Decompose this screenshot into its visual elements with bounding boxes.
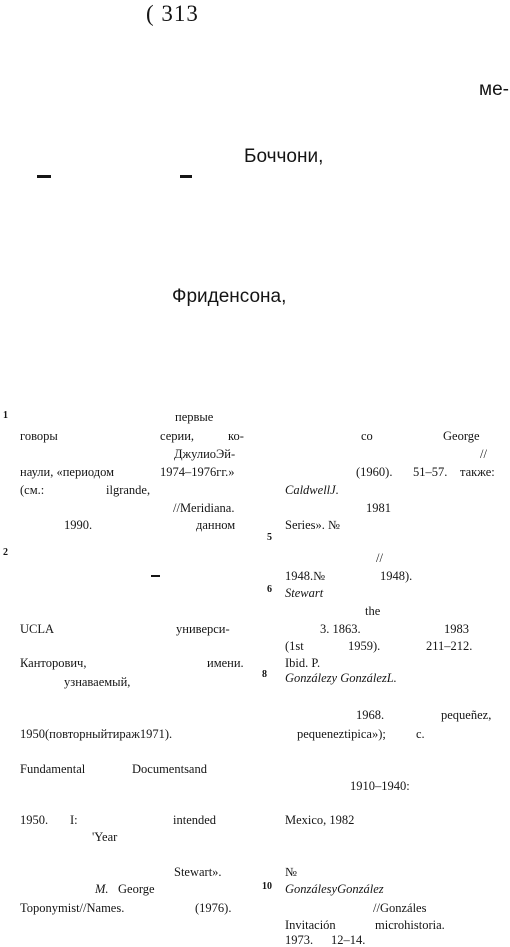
footnote-text: (1976). <box>195 901 232 915</box>
footnote-text: UCLA <box>20 622 55 636</box>
footnote-text: 1959). <box>348 639 381 653</box>
body-word-me: ме- <box>479 79 509 100</box>
footnote-text: Mexico, 1982 <box>285 813 355 827</box>
footnote-text: GonzálesyGonzález <box>285 882 384 896</box>
footnote-text: (1st <box>285 639 304 653</box>
footnote-text: ко- <box>228 429 244 443</box>
footnote-text: также: <box>460 465 495 479</box>
footnote-marker: 5 <box>267 532 272 543</box>
footnote-text: Series». № <box>285 518 340 532</box>
footnote-text: intended <box>173 813 217 827</box>
footnote-text: наули, «периодом <box>20 465 115 479</box>
footnote-text: узнаваемый, <box>64 675 131 689</box>
footnote-text: 1968. <box>356 708 385 722</box>
em-dash <box>37 175 51 178</box>
footnote-text: ДжулиоЭй- <box>174 447 236 461</box>
footnote-text: microhistoria. <box>375 918 445 932</box>
footnote-text: Ibid. P. <box>285 656 321 670</box>
footnote-marker: 1 <box>3 410 8 421</box>
footnote-text: CaldwellJ. <box>285 483 339 497</box>
footnote-text: Канторович, <box>20 656 87 670</box>
footnote-text: Stewart <box>285 586 324 600</box>
footnote-text: Documentsand <box>132 762 207 776</box>
footnote-text: //Gonzáles <box>373 901 427 915</box>
footnote-text: M. <box>95 882 109 896</box>
footnote-text: 1910–1940: <box>350 779 410 793</box>
em-dash <box>180 175 192 178</box>
footnote-text: Invitación <box>285 918 336 932</box>
footnote-text: pequeneztipica»); <box>297 727 386 741</box>
footnote-text: 1983 <box>444 622 469 636</box>
footnote-text: I: <box>70 813 78 827</box>
footnote-text: универси- <box>176 622 230 636</box>
footnote-text: 1948). <box>380 569 413 583</box>
footnote-text: Gonzálezy GonzálezL. <box>285 671 397 685</box>
footnote-text: 51–57. <box>413 465 448 479</box>
footnote-text: the <box>365 604 381 618</box>
footnote-marker: 10 <box>262 881 272 892</box>
footnote-text: c. <box>416 727 425 741</box>
footnote-text: 'Year <box>92 830 118 844</box>
footnote-text: 1981 <box>366 501 391 515</box>
body-word-boccioni: Боччони, <box>244 146 324 167</box>
footnote-text: co <box>361 429 373 443</box>
footnote-text: Fundamental <box>20 762 86 776</box>
footnote-text: // <box>376 551 383 565</box>
footnote-text: 1990. <box>64 518 93 532</box>
footnote-text: pequeñez, <box>441 708 492 722</box>
footnote-text: 211–212. <box>426 639 473 653</box>
footnote-text: 12–14. <box>331 933 366 947</box>
footnote-text: George <box>443 429 480 443</box>
footnote-marker: 2 <box>3 547 8 558</box>
page-number: ( 313 <box>146 1 199 26</box>
footnote-text: 1950(повторныйтираж1971). <box>20 727 173 741</box>
footnote-text: Stewart». <box>174 865 222 879</box>
footnote-text: серии, <box>160 429 195 443</box>
footnote-text: имени. <box>207 656 244 670</box>
footnote-marker: 8 <box>262 669 267 680</box>
footnote-text: первые <box>175 410 214 424</box>
footnote-text: 1948.№ <box>285 569 326 583</box>
footnote-text: George <box>118 882 155 896</box>
footnote-text: //Meridiana. <box>173 501 235 515</box>
footnote-text: 1974–1976гг.» <box>160 465 235 479</box>
footnote-text: 1950. <box>20 813 49 827</box>
footnote-text: (1960). <box>356 465 393 479</box>
footnote-text: Toponymist//Names. <box>20 901 125 915</box>
footnote-text: // <box>480 447 487 461</box>
footnote-marker: 6 <box>267 584 272 595</box>
footnote-text: № <box>285 865 297 879</box>
footnote-text: (см.: <box>20 483 45 497</box>
em-dash <box>151 575 160 577</box>
footnote-text: 3. 1863. <box>320 622 361 636</box>
footnote-text: данном <box>196 518 236 532</box>
footnote-text: говоры <box>20 429 58 443</box>
body-word-fridenson: Фриденсона, <box>172 286 287 307</box>
footnote-text: ilgrande, <box>106 483 151 497</box>
footnote-text: 1973. <box>285 933 314 947</box>
